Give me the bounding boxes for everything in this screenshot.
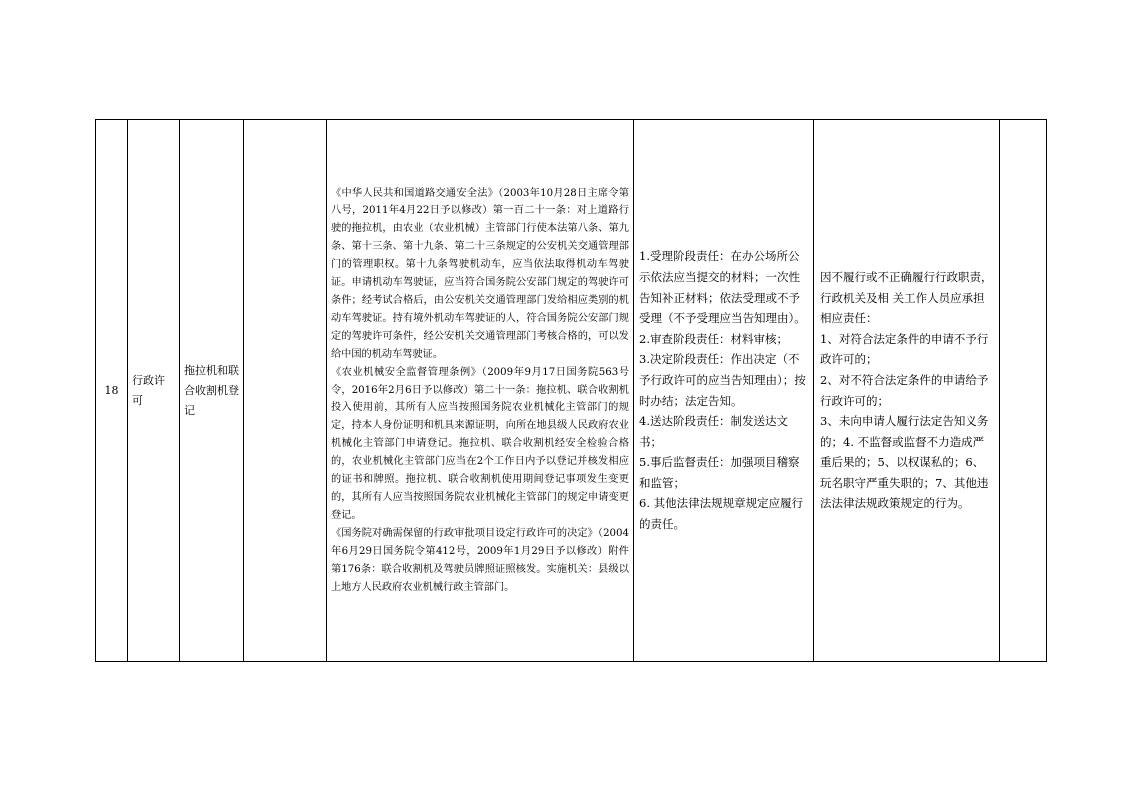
category-text: 行政许可 [132, 373, 165, 407]
responsibility-cell [634, 120, 814, 662]
power-list-table [95, 119, 1047, 662]
row-number: 18 [104, 384, 119, 397]
sub-item-cell [244, 120, 327, 662]
legal-basis-cell [327, 120, 634, 662]
accountability-item: 3、未向申请人履行法定告知义务的；4. 不监督或监督不力造成严重后果的；5、以权谋私的；6、玩名职守严重失职的；7、其他违法法律法规政策规定的行为。 [820, 414, 989, 511]
legal-basis-paragraph: 《农业机械安全监督管理条例》（2009年9月17日国务院563号令，2016年2月6日予以修改）第二十一条：拖拉机、联合收割机投入使用前，其所有人应当按照国务院农业机械化主管部门的规定，持本人身份证明和机具来源证明，向所在地县级人民政府农业机械化主管部门申请登记。拖拉机、联合收割机经安全检验合格的，农业机械化主管部门应当在2个工作日内予以登记并核发相应的证书和牌照。拖拉机、联合收割机使用期间登记事项发生变更的，其所有人应当按照国务院农业机械化主管部门的规定申请变更登记。 [331, 366, 629, 521]
legal-basis-paragraph: 《中华人民共和国道路交通安全法》（2003年10月28日主席令第八号，2011年4月22日予以修改）第一百二十一条：对上道路行驶的拖拉机，由农业（农业机械）主管部门行使本法第八条、第九条、第十三条、第十九条、第二十三条规定的公安机关交通管理部门的管理职权。第十九条驾驶机动车，应当依法取得机动车驾驶证。申请机动车驾驶证，应当符合国务院公安部门规定的驾驶许可条件；经考试合格后，由公安机关交通管理部门发给相应类别的机动车驾驶证。持有境外机动车驾驶证的人，符合国务院公安部门规定的驾驶许可条件，经公安机关交通管理部门考核合格的，可以发给中国的机动车驾驶证。 [331, 187, 629, 360]
responsibility-item: 6. 其他法律法规规章规定应履行的责任。 [639, 496, 804, 532]
responsibility-item: 2.审查阶段责任：材料审核； [639, 331, 788, 346]
accountability-item: 2、对不符合法定条件的申请给予行政许可的； [820, 372, 989, 408]
row-number-cell [96, 120, 128, 662]
category-cell [128, 120, 180, 662]
responsibility-item: 1.受理阶段责任：在办公场所公示依法应当提交的材料；一次性告知补正材料；依法受理或不予受理（不予受理应当告知理由）。 [639, 249, 806, 326]
table-row [96, 120, 1047, 662]
item-name-text: 拖拉机和联合收割机登记 [184, 363, 239, 417]
responsibility-item: 3.决定阶段责任：作出决定（不予行政许可的应当告知理由）；按时办结；法定告知。 [639, 352, 806, 408]
responsibility-item: 5.事后监督责任：加强项目稽察和监管； [639, 455, 800, 490]
accountability-item: 1、对符合法定条件的申请不予行政许可的； [820, 331, 989, 367]
accountability-cell [814, 120, 1000, 662]
item-name-cell [180, 120, 244, 662]
responsibility-item: 4.送达阶段责任：制发送达文书； [639, 414, 788, 449]
legal-basis-paragraph: 《国务院对确需保留的行政审批项目设定行政许可的决定》（2004年6月29日国务院令第412号，2009年1月29日予以修改）附件第176条：联合收割机及驾驶员牌照证照核发。实施机关：县级以上地方人民政府农业机械行政主管部门。 [331, 527, 629, 593]
remarks-cell [1000, 120, 1047, 662]
accountability-item: 因不履行或不正确履行行政职责，行政机关及相 关工作人员应承担相应责任： [820, 269, 993, 326]
